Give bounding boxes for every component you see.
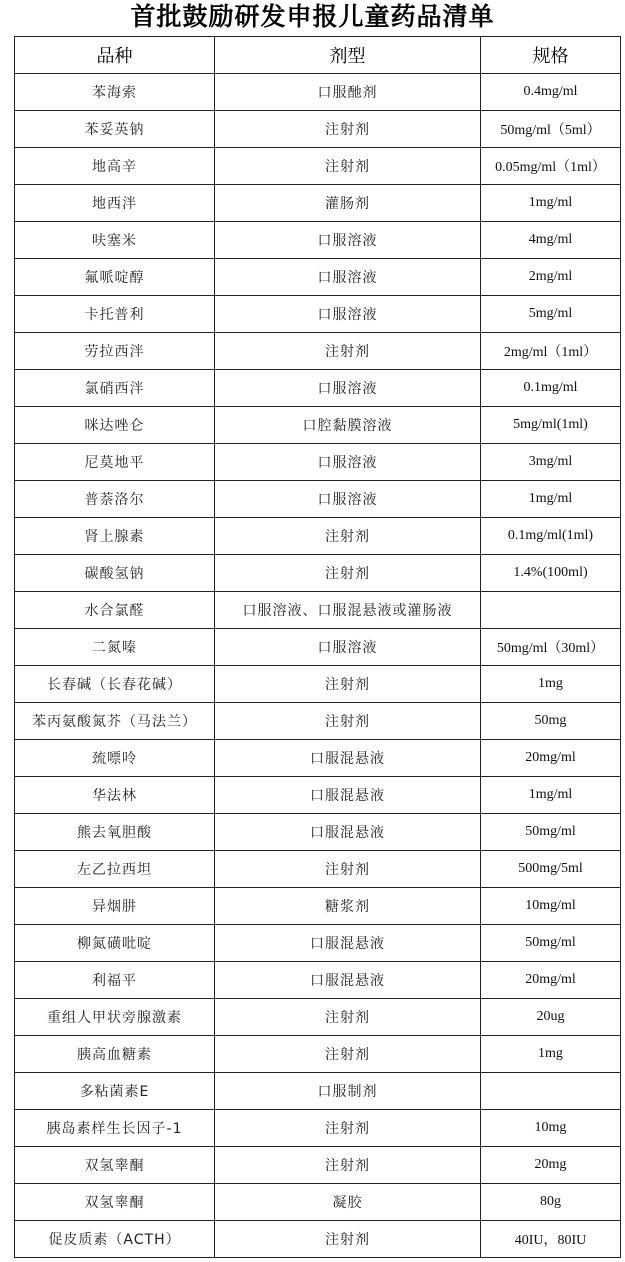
dosage-form-cell: 注射剂 — [215, 148, 481, 185]
table-row — [15, 222, 621, 259]
table-row — [15, 888, 621, 925]
drug-name-cell: 重组人甲状旁腺激素 — [15, 999, 215, 1036]
dosage-form-cell: 注射剂 — [215, 1110, 481, 1147]
dosage-form-cell: 口服溶液 — [215, 481, 481, 518]
specification-cell: 1mg/ml — [481, 777, 621, 814]
drug-name-cell: 多粘菌素E — [15, 1073, 215, 1110]
specification-cell: 0.05mg/ml（1ml） — [481, 148, 621, 185]
drug-name-cell: 胰高血糖素 — [15, 1036, 215, 1073]
dosage-form-cell: 口服混悬液 — [215, 814, 481, 851]
specification-cell: 0.1mg/ml(1ml) — [481, 518, 621, 555]
table-row — [15, 851, 621, 888]
specification-cell: 3mg/ml — [481, 444, 621, 481]
drug-name-cell: 利福平 — [15, 962, 215, 999]
table-row — [15, 1147, 621, 1184]
specification-cell: 10mg/ml — [481, 888, 621, 925]
table-row — [15, 148, 621, 185]
table-row — [15, 1036, 621, 1073]
specification-cell: 50mg/ml — [481, 814, 621, 851]
table-row — [15, 777, 621, 814]
specification-cell: 50mg — [481, 703, 621, 740]
specification-cell: 10mg — [481, 1110, 621, 1147]
column-header-variety: 品种 — [15, 37, 215, 74]
table-row — [15, 740, 621, 777]
dosage-form-cell: 口服混悬液 — [215, 962, 481, 999]
drug-name-cell: 双氢睾酮 — [15, 1147, 215, 1184]
dosage-form-cell: 注射剂 — [215, 111, 481, 148]
dosage-form-cell: 凝胶 — [215, 1184, 481, 1221]
specification-cell: 20mg — [481, 1147, 621, 1184]
specification-cell: 50mg/ml — [481, 925, 621, 962]
page-title: 首批鼓励研发申报儿童药品清单 — [130, 2, 495, 31]
drug-name-cell: 呋塞米 — [15, 222, 215, 259]
drug-name-cell: 柳氮磺吡啶 — [15, 925, 215, 962]
specification-cell: 0.4mg/ml — [481, 74, 621, 111]
table-row — [15, 814, 621, 851]
table-row — [15, 1184, 621, 1221]
dosage-form-cell: 口服制剂 — [215, 1073, 481, 1110]
drug-name-cell: 促皮质素（ACTH） — [15, 1221, 215, 1258]
dosage-form-cell: 口服溶液 — [215, 629, 481, 666]
dosage-form-cell: 注射剂 — [215, 999, 481, 1036]
table-row — [15, 259, 621, 296]
column-header-specification: 规格 — [481, 37, 621, 74]
dosage-form-cell: 灌肠剂 — [215, 185, 481, 222]
dosage-form-cell: 注射剂 — [215, 1147, 481, 1184]
dosage-form-cell: 注射剂 — [215, 333, 481, 370]
specification-cell: 5mg/ml(1ml) — [481, 407, 621, 444]
table-row — [15, 925, 621, 962]
table-body — [15, 74, 621, 1258]
table-row — [15, 333, 621, 370]
specification-cell: 1mg/ml — [481, 185, 621, 222]
table-row — [15, 518, 621, 555]
specification-cell: 40IU，80IU — [481, 1221, 621, 1258]
drug-name-cell: 华法林 — [15, 777, 215, 814]
specification-cell: 20mg/ml — [481, 740, 621, 777]
specification-cell: 2mg/ml — [481, 259, 621, 296]
dosage-form-cell: 注射剂 — [215, 518, 481, 555]
dosage-form-cell: 口腔黏膜溶液 — [215, 407, 481, 444]
table-row — [15, 999, 621, 1036]
table-header-row — [15, 37, 621, 74]
specification-cell: 50mg/ml（5ml） — [481, 111, 621, 148]
drug-name-cell: 巯嘌呤 — [15, 740, 215, 777]
drug-name-cell: 氯硝西泮 — [15, 370, 215, 407]
specification-cell: 1mg — [481, 1036, 621, 1073]
table-row — [15, 703, 621, 740]
drug-name-cell: 氟哌啶醇 — [15, 259, 215, 296]
specification-cell: 80g — [481, 1184, 621, 1221]
drug-name-cell: 尼莫地平 — [15, 444, 215, 481]
drug-name-cell: 苯妥英钠 — [15, 111, 215, 148]
table-row — [15, 296, 621, 333]
dosage-form-cell: 口服溶液 — [215, 259, 481, 296]
dosage-form-cell: 注射剂 — [215, 703, 481, 740]
specification-cell: 0.1mg/ml — [481, 370, 621, 407]
dosage-form-cell: 注射剂 — [215, 851, 481, 888]
table-row — [15, 555, 621, 592]
specification-cell: 5mg/ml — [481, 296, 621, 333]
drug-name-cell: 熊去氧胆酸 — [15, 814, 215, 851]
drug-name-cell: 咪达唑仑 — [15, 407, 215, 444]
dosage-form-cell: 注射剂 — [215, 555, 481, 592]
table-row — [15, 1110, 621, 1147]
dosage-form-cell: 注射剂 — [215, 666, 481, 703]
dosage-form-cell: 口服溶液 — [215, 370, 481, 407]
drug-name-cell: 二氮嗪 — [15, 629, 215, 666]
table-row — [15, 407, 621, 444]
dosage-form-cell: 注射剂 — [215, 1036, 481, 1073]
table-row — [15, 666, 621, 703]
drug-name-cell: 劳拉西泮 — [15, 333, 215, 370]
drug-name-cell: 地西泮 — [15, 185, 215, 222]
specification-cell: 20mg/ml — [481, 962, 621, 999]
dosage-form-cell: 糖浆剂 — [215, 888, 481, 925]
dosage-form-cell: 注射剂 — [215, 1221, 481, 1258]
drug-name-cell: 普萘洛尔 — [15, 481, 215, 518]
dosage-form-cell: 口服溶液 — [215, 444, 481, 481]
table-row — [15, 444, 621, 481]
dosage-form-cell: 口服混悬液 — [215, 777, 481, 814]
table-row — [15, 962, 621, 999]
table-row — [15, 592, 621, 629]
drug-name-cell: 地高辛 — [15, 148, 215, 185]
drug-name-cell: 苯丙氨酸氮芥（马法兰） — [15, 703, 215, 740]
table-row — [15, 481, 621, 518]
specification-cell: 500mg/5ml — [481, 851, 621, 888]
specification-cell: 4mg/ml — [481, 222, 621, 259]
table-row — [15, 370, 621, 407]
specification-cell: 20ug — [481, 999, 621, 1036]
specification-cell — [481, 1073, 621, 1110]
table-row — [15, 74, 621, 111]
table-row — [15, 1221, 621, 1258]
drug-name-cell: 卡托普利 — [15, 296, 215, 333]
drug-name-cell: 胰岛素样生长因子-1 — [15, 1110, 215, 1147]
specification-cell: 1mg — [481, 666, 621, 703]
table-row — [15, 185, 621, 222]
drug-name-cell: 长春碱（长春花碱） — [15, 666, 215, 703]
specification-cell: 50mg/ml（30ml） — [481, 629, 621, 666]
specification-cell: 1mg/ml — [481, 481, 621, 518]
table-row — [15, 629, 621, 666]
dosage-form-cell: 口服混悬液 — [215, 925, 481, 962]
dosage-form-cell: 口服溶液 — [215, 296, 481, 333]
dosage-form-cell: 口服溶液 — [215, 222, 481, 259]
drug-name-cell: 肾上腺素 — [15, 518, 215, 555]
drug-name-cell: 异烟肼 — [15, 888, 215, 925]
drug-name-cell: 碳酸氢钠 — [15, 555, 215, 592]
drug-name-cell: 苯海索 — [15, 74, 215, 111]
table-row — [15, 111, 621, 148]
table-row — [15, 1073, 621, 1110]
specification-cell: 1.4%(100ml) — [481, 555, 621, 592]
specification-cell: 2mg/ml（1ml） — [481, 333, 621, 370]
dosage-form-cell: 口服溶液、口服混悬液或灌肠液 — [215, 592, 481, 629]
column-header-dosage-form: 剂型 — [215, 37, 481, 74]
drug-name-cell: 左乙拉西坦 — [15, 851, 215, 888]
dosage-form-cell: 口服酏剂 — [215, 74, 481, 111]
dosage-form-cell: 口服混悬液 — [215, 740, 481, 777]
drug-name-cell: 水合氯醛 — [15, 592, 215, 629]
drug-list-table — [14, 36, 621, 1258]
drug-name-cell: 双氢睾酮 — [15, 1184, 215, 1221]
specification-cell — [481, 592, 621, 629]
